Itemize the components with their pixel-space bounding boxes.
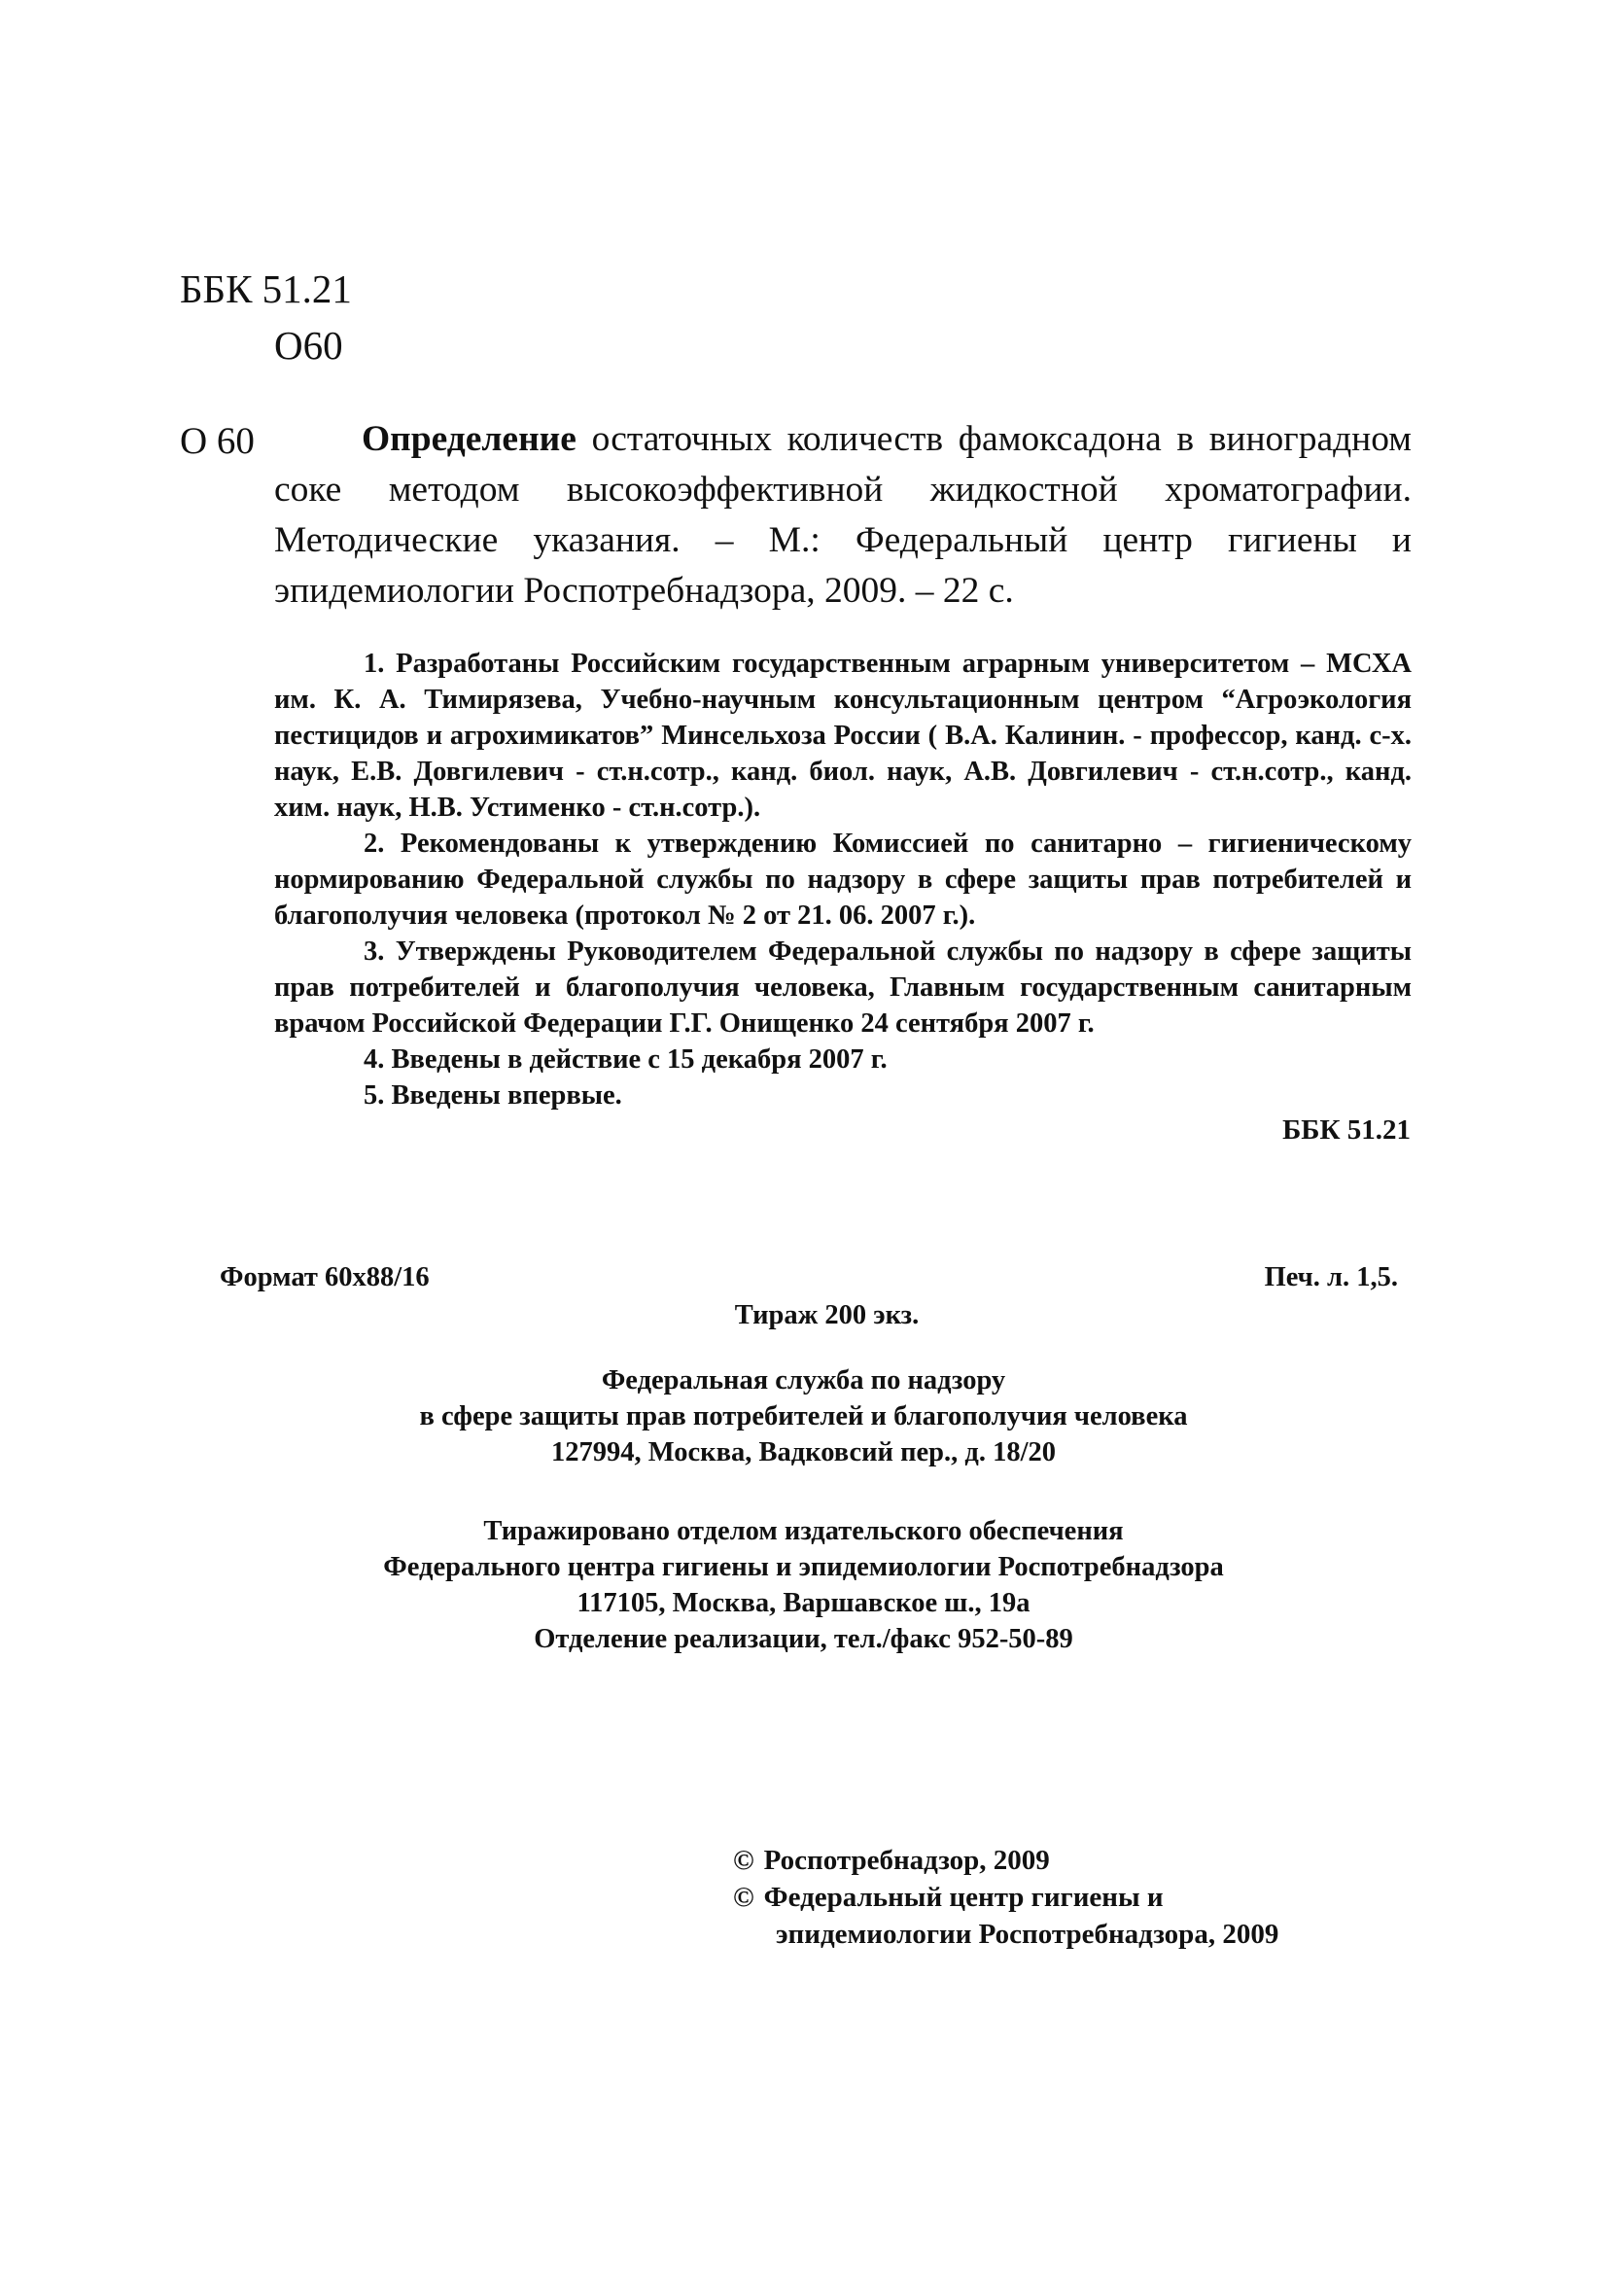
publisher-line: Федеральная служба по надзору bbox=[601, 1365, 1006, 1395]
note-item: 5. Введены впервые. bbox=[364, 1080, 622, 1111]
publisher-address: 127994, Москва, Вадковсий пер., д. 18/20 bbox=[551, 1437, 1056, 1467]
title-lead-word: Определение bbox=[362, 419, 576, 459]
publication-notes bbox=[274, 646, 1412, 1113]
print-run: Тираж 200 экз. bbox=[734, 1300, 920, 1330]
catalog-code: О 60 bbox=[180, 420, 255, 462]
copyright-holder: Роспотребнадзор, 2009 bbox=[763, 1845, 1050, 1876]
title-rest: остаточных количеств фамоксадона в виноградном соке методом высокоэффективной жидкостной хроматографии. Методические указания. – М.: Федеральный центр гигиены и эпидемиологии Роспотребнадзора, 2009. – 22 с. bbox=[274, 419, 1412, 611]
publisher-block bbox=[0, 1362, 1607, 1470]
printed-sheets: Печ. л. 1,5. bbox=[1264, 1262, 1398, 1292]
printer-line: Федерального центра гигиены и эпидемиологии Роспотребнадзора bbox=[383, 1552, 1224, 1582]
copyright-block bbox=[733, 1842, 1278, 1953]
note-item: 1. Разработаны Российским государственным аграрным университетом – МСХА им. К. А. Тимирязева, Учебно-научным консультационным центром “Агроэкология пестицидов и агрохимикатов” Минсельхоза России ( В.А. Калинин. - профессор, канд. с-х. наук, Е.В. Довгилевич - ст.н.сотр., канд. биол. наук, А.В. Довгилевич - ст.н.сотр., канд. хим. наук, Н.В. Устименко - ст.н.сотр.). bbox=[274, 649, 1412, 823]
printer-address: 117105, Москва, Варшавское ш., 19а bbox=[576, 1588, 1031, 1618]
printer-line: Тиражировано отделом издательского обеспечения bbox=[483, 1516, 1124, 1546]
copyright-line bbox=[733, 1879, 1278, 1916]
note-item: 3. Утверждены Руководителем Федеральной службы по надзору в сфере защиты прав потребителей и благополучия человека, Главным государственным санитарным врачом Российской Федерации Г.Г. Онищенко 24 сентября 2007 г. bbox=[274, 936, 1412, 1039]
note-item: 2. Рекомендованы к утверждению Комиссией по санитарно – гигиеническому нормированию Федеральной службы по надзору в сфере защиты прав потребителей и благополучия человека (протокол № 2 от 21. 06. 2007 г.). bbox=[274, 829, 1412, 931]
paper-format: Формат 60x88/16 bbox=[220, 1262, 430, 1292]
copyright-symbol: © bbox=[733, 1882, 754, 1913]
bbk-classification-top bbox=[180, 261, 352, 373]
bbk-code: ББК 51.21 bbox=[180, 266, 352, 311]
bbk-code-right: ББК 51.21 bbox=[1282, 1114, 1411, 1146]
copyright-holder: Федеральный центр гигиены и bbox=[763, 1882, 1164, 1913]
bibliographic-title bbox=[274, 414, 1412, 617]
copyright-holder-continued: эпидемиологии Роспотребнадзора, 2009 bbox=[776, 1919, 1279, 1950]
sales-contact: Отделение реализации, тел./факс 952-50-89 bbox=[534, 1624, 1073, 1654]
note-item: 4. Введены в действие с 15 декабря 2007 г. bbox=[364, 1044, 888, 1075]
copyright-symbol: © bbox=[733, 1845, 754, 1876]
publisher-line: в сфере защиты прав потребителей и благополучия человека bbox=[419, 1401, 1188, 1431]
author-sign: O60 bbox=[274, 323, 343, 368]
printer-block bbox=[0, 1513, 1607, 1657]
copyright-line bbox=[733, 1842, 1278, 1879]
